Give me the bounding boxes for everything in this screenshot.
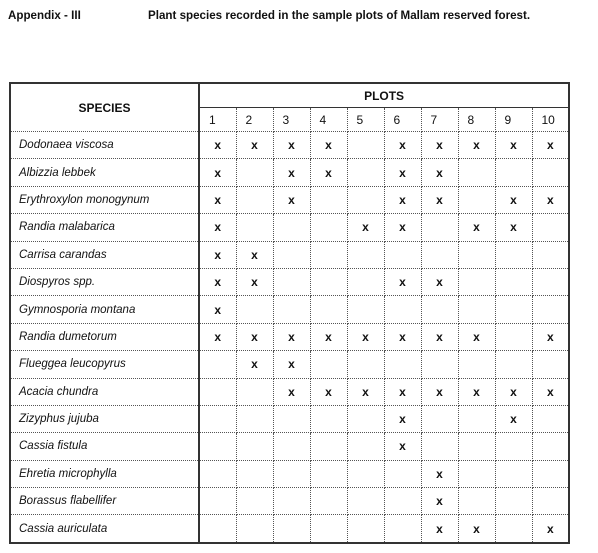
empty-cell xyxy=(421,433,458,460)
presence-mark-cell: x xyxy=(199,214,236,241)
species-name-cell: Cassia fistula xyxy=(10,433,199,460)
empty-cell xyxy=(347,460,384,487)
presence-mark-cell: x xyxy=(199,132,236,159)
plot-number-header: 3 xyxy=(273,108,310,132)
species-plots-table xyxy=(9,82,570,544)
table-row xyxy=(10,296,569,323)
empty-cell xyxy=(273,515,310,543)
empty-cell xyxy=(310,351,347,378)
species-name-cell: Dodonaea viscosa xyxy=(10,132,199,159)
presence-mark-cell: x xyxy=(310,159,347,186)
presence-mark-cell: x xyxy=(421,488,458,515)
empty-cell xyxy=(458,159,495,186)
presence-mark-cell: x xyxy=(421,378,458,405)
empty-cell xyxy=(199,488,236,515)
presence-mark-cell: x xyxy=(384,186,421,213)
presence-mark-cell: x xyxy=(458,323,495,350)
presence-mark-cell: x xyxy=(199,159,236,186)
species-name-cell: Erythroxylon monogynum xyxy=(10,186,199,213)
presence-mark-cell: x xyxy=(236,351,273,378)
species-name-cell: Borassus flabellifer xyxy=(10,488,199,515)
empty-cell xyxy=(310,433,347,460)
presence-mark-cell: x xyxy=(421,460,458,487)
presence-mark-cell: x xyxy=(532,186,569,213)
species-column-header: SPECIES xyxy=(10,83,199,132)
presence-mark-cell: x xyxy=(236,268,273,295)
plot-number-header: 1 xyxy=(199,108,236,132)
plot-number-header: 9 xyxy=(495,108,532,132)
empty-cell xyxy=(347,132,384,159)
empty-cell xyxy=(310,460,347,487)
presence-mark-cell: x xyxy=(273,186,310,213)
empty-cell xyxy=(532,241,569,268)
empty-cell xyxy=(421,296,458,323)
empty-cell xyxy=(532,351,569,378)
table-row xyxy=(10,268,569,295)
empty-cell xyxy=(347,296,384,323)
empty-cell xyxy=(495,351,532,378)
presence-mark-cell: x xyxy=(384,433,421,460)
plot-number-header: 8 xyxy=(458,108,495,132)
table-row xyxy=(10,405,569,432)
empty-cell xyxy=(199,351,236,378)
presence-mark-cell: x xyxy=(421,323,458,350)
empty-cell xyxy=(347,515,384,543)
species-name-cell: Randia dumetorum xyxy=(10,323,199,350)
empty-cell xyxy=(458,186,495,213)
empty-cell xyxy=(532,159,569,186)
species-name-cell: Cassia auriculata xyxy=(10,515,199,543)
empty-cell xyxy=(347,186,384,213)
empty-cell xyxy=(458,405,495,432)
presence-mark-cell: x xyxy=(421,159,458,186)
table-row xyxy=(10,159,569,186)
appendix-heading xyxy=(8,8,593,42)
empty-cell xyxy=(532,405,569,432)
presence-mark-cell: x xyxy=(273,351,310,378)
empty-cell xyxy=(236,378,273,405)
presence-mark-cell: x xyxy=(347,323,384,350)
species-name-cell: Carrisa carandas xyxy=(10,241,199,268)
empty-cell xyxy=(236,159,273,186)
table-row xyxy=(10,186,569,213)
plot-number-header: 5 xyxy=(347,108,384,132)
table-row xyxy=(10,488,569,515)
empty-cell xyxy=(273,488,310,515)
empty-cell xyxy=(347,433,384,460)
empty-cell xyxy=(458,488,495,515)
presence-mark-cell: x xyxy=(199,186,236,213)
empty-cell xyxy=(421,241,458,268)
empty-cell xyxy=(347,159,384,186)
empty-cell xyxy=(532,433,569,460)
empty-cell xyxy=(458,433,495,460)
presence-mark-cell: x xyxy=(273,159,310,186)
presence-mark-cell: x xyxy=(310,378,347,405)
empty-cell xyxy=(532,460,569,487)
presence-mark-cell: x xyxy=(384,405,421,432)
species-name-cell: Acacia chundra xyxy=(10,378,199,405)
presence-mark-cell: x xyxy=(199,268,236,295)
presence-mark-cell: x xyxy=(458,378,495,405)
table-row xyxy=(10,351,569,378)
presence-mark-cell: x xyxy=(532,323,569,350)
empty-cell xyxy=(532,214,569,241)
empty-cell xyxy=(458,268,495,295)
empty-cell xyxy=(532,488,569,515)
empty-cell xyxy=(199,515,236,543)
appendix-title: Plant species recorded in the sample plots of Mallam reserved forest. xyxy=(148,9,531,22)
presence-mark-cell: x xyxy=(347,378,384,405)
presence-mark-cell: x xyxy=(532,132,569,159)
empty-cell xyxy=(310,268,347,295)
empty-cell xyxy=(310,186,347,213)
empty-cell xyxy=(273,296,310,323)
species-name-cell: Randia malabarica xyxy=(10,214,199,241)
species-name-cell: Zizyphus jujuba xyxy=(10,405,199,432)
empty-cell xyxy=(236,296,273,323)
empty-cell xyxy=(310,515,347,543)
species-name-cell: Ehretia microphylla xyxy=(10,460,199,487)
presence-mark-cell: x xyxy=(421,268,458,295)
presence-mark-cell: x xyxy=(421,132,458,159)
presence-mark-cell: x xyxy=(458,132,495,159)
empty-cell xyxy=(532,268,569,295)
plot-number-header: 7 xyxy=(421,108,458,132)
presence-mark-cell: x xyxy=(347,214,384,241)
empty-cell xyxy=(495,323,532,350)
presence-mark-cell: x xyxy=(384,323,421,350)
empty-cell xyxy=(199,378,236,405)
empty-cell xyxy=(458,351,495,378)
empty-cell xyxy=(310,488,347,515)
presence-mark-cell: x xyxy=(273,378,310,405)
presence-mark-cell: x xyxy=(384,378,421,405)
presence-mark-cell: x xyxy=(384,159,421,186)
appendix-label: Appendix - III xyxy=(8,9,81,22)
empty-cell xyxy=(384,515,421,543)
empty-cell xyxy=(273,405,310,432)
presence-mark-cell: x xyxy=(458,214,495,241)
presence-mark-cell: x xyxy=(532,378,569,405)
empty-cell xyxy=(347,405,384,432)
species-name-cell: Flueggea leucopyrus xyxy=(10,351,199,378)
table-row xyxy=(10,132,569,159)
empty-cell xyxy=(421,214,458,241)
header-row-plots xyxy=(10,83,569,108)
presence-mark-cell: x xyxy=(384,132,421,159)
empty-cell xyxy=(310,296,347,323)
presence-mark-cell: x xyxy=(273,323,310,350)
empty-cell xyxy=(532,296,569,323)
empty-cell xyxy=(495,268,532,295)
empty-cell xyxy=(199,460,236,487)
presence-mark-cell: x xyxy=(421,515,458,543)
species-name-cell: Albizzia lebbek xyxy=(10,159,199,186)
empty-cell xyxy=(310,214,347,241)
empty-cell xyxy=(384,460,421,487)
empty-cell xyxy=(236,405,273,432)
presence-mark-cell: x xyxy=(310,132,347,159)
empty-cell xyxy=(310,241,347,268)
table-row xyxy=(10,214,569,241)
empty-cell xyxy=(273,460,310,487)
table-row xyxy=(10,241,569,268)
plots-column-header: PLOTS xyxy=(199,83,569,108)
table-body xyxy=(10,132,569,544)
empty-cell xyxy=(236,433,273,460)
plot-number-header: 4 xyxy=(310,108,347,132)
presence-mark-cell: x xyxy=(236,241,273,268)
plot-number-header: 2 xyxy=(236,108,273,132)
empty-cell xyxy=(384,351,421,378)
empty-cell xyxy=(495,488,532,515)
empty-cell xyxy=(236,186,273,213)
empty-cell xyxy=(347,268,384,295)
empty-cell xyxy=(347,488,384,515)
empty-cell xyxy=(421,405,458,432)
presence-mark-cell: x xyxy=(384,214,421,241)
empty-cell xyxy=(458,460,495,487)
presence-mark-cell: x xyxy=(495,186,532,213)
empty-cell xyxy=(199,433,236,460)
empty-cell xyxy=(273,241,310,268)
empty-cell xyxy=(273,214,310,241)
empty-cell xyxy=(495,241,532,268)
empty-cell xyxy=(421,351,458,378)
presence-mark-cell: x xyxy=(384,268,421,295)
empty-cell xyxy=(495,296,532,323)
plot-number-header: 10 xyxy=(532,108,569,132)
table-row xyxy=(10,515,569,543)
empty-cell xyxy=(347,241,384,268)
species-name-cell: Gymnosporia montana xyxy=(10,296,199,323)
empty-cell xyxy=(199,405,236,432)
presence-mark-cell: x xyxy=(495,214,532,241)
empty-cell xyxy=(384,241,421,268)
presence-mark-cell: x xyxy=(199,296,236,323)
empty-cell xyxy=(347,351,384,378)
empty-cell xyxy=(495,433,532,460)
presence-mark-cell: x xyxy=(495,405,532,432)
empty-cell xyxy=(495,515,532,543)
empty-cell xyxy=(236,515,273,543)
empty-cell xyxy=(495,159,532,186)
empty-cell xyxy=(273,268,310,295)
empty-cell xyxy=(384,296,421,323)
presence-mark-cell: x xyxy=(273,132,310,159)
table-row xyxy=(10,460,569,487)
presence-mark-cell: x xyxy=(199,323,236,350)
presence-mark-cell: x xyxy=(236,323,273,350)
empty-cell xyxy=(384,488,421,515)
empty-cell xyxy=(273,433,310,460)
presence-mark-cell: x xyxy=(310,323,347,350)
empty-cell xyxy=(310,405,347,432)
empty-cell xyxy=(458,241,495,268)
empty-cell xyxy=(236,460,273,487)
presence-mark-cell: x xyxy=(421,186,458,213)
empty-cell xyxy=(236,214,273,241)
empty-cell xyxy=(458,296,495,323)
presence-mark-cell: x xyxy=(199,241,236,268)
table-row xyxy=(10,433,569,460)
presence-mark-cell: x xyxy=(495,132,532,159)
empty-cell xyxy=(236,488,273,515)
presence-mark-cell: x xyxy=(532,515,569,543)
table-row xyxy=(10,378,569,405)
presence-mark-cell: x xyxy=(458,515,495,543)
presence-mark-cell: x xyxy=(236,132,273,159)
empty-cell xyxy=(495,460,532,487)
table-row xyxy=(10,323,569,350)
species-name-cell: Diospyros spp. xyxy=(10,268,199,295)
plot-number-header: 6 xyxy=(384,108,421,132)
presence-mark-cell: x xyxy=(495,378,532,405)
